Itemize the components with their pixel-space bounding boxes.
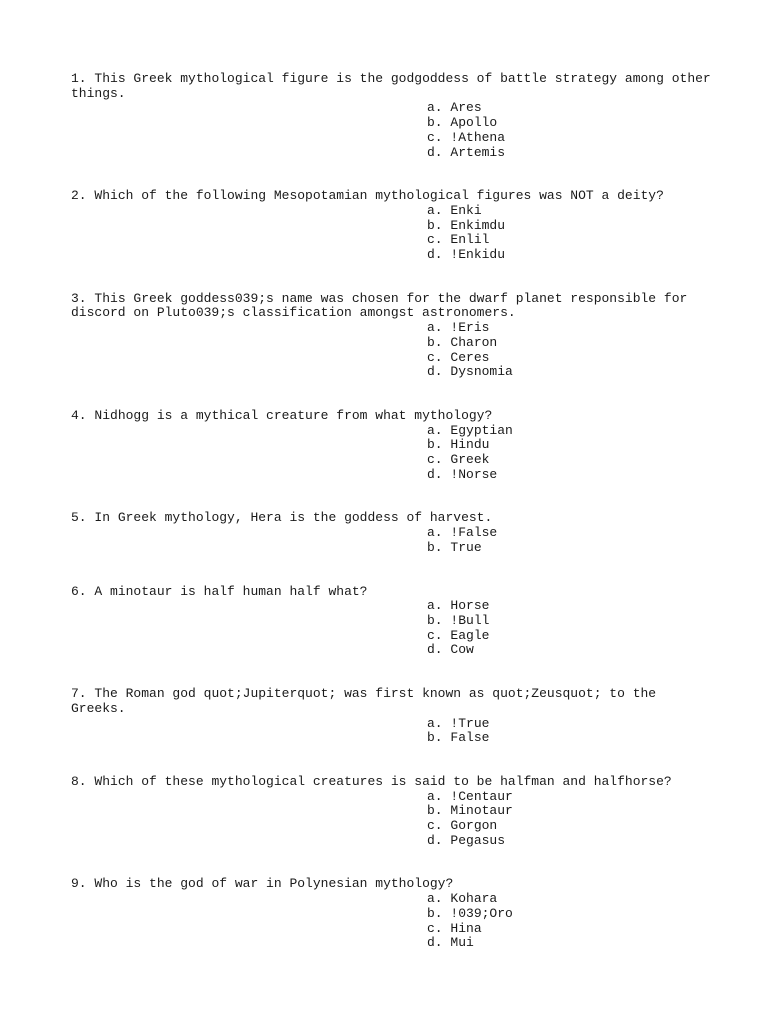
answer-option	[427, 834, 711, 849]
question-block	[71, 877, 711, 951]
question-prompt: This Greek goddess039;s name was chosen for the dwarf planet responsible for discord on Pluto039;s classification amongst astronomers.	[71, 290, 696, 321]
answer-option	[427, 424, 711, 439]
option-text: False	[450, 730, 490, 746]
option-text: !True	[450, 715, 490, 731]
option-text: Ares	[450, 100, 482, 116]
question-block	[71, 775, 711, 849]
answer-options	[71, 321, 711, 380]
option-letter: b.	[427, 612, 443, 628]
option-letter: a.	[427, 202, 443, 218]
answer-option	[427, 819, 711, 834]
question-prompt: Which of the following Mesopotamian mythological figures was NOT a deity?	[94, 188, 664, 204]
answer-option	[427, 321, 711, 336]
answer-option	[427, 922, 711, 937]
option-text: Horse	[450, 598, 490, 614]
option-text: !039;Oro	[450, 905, 513, 921]
option-text: Apollo	[450, 115, 498, 131]
answer-option	[427, 204, 711, 219]
answer-options	[71, 101, 711, 160]
option-letter: c.	[427, 818, 443, 834]
option-letter: a.	[427, 598, 443, 614]
option-letter: d.	[427, 144, 443, 160]
option-letter: b.	[427, 334, 443, 350]
question-prompt: Who is the god of war in Polynesian mythology?	[94, 876, 454, 892]
question-block	[71, 585, 711, 659]
question-number: 8.	[71, 773, 87, 789]
answer-options	[71, 892, 711, 951]
option-letter: b.	[427, 905, 443, 921]
question-block	[71, 292, 711, 380]
option-letter: d.	[427, 247, 443, 263]
answer-option	[427, 248, 711, 263]
answer-option	[427, 219, 711, 234]
answer-option	[427, 731, 711, 746]
answer-option	[427, 146, 711, 161]
question-text	[71, 409, 711, 424]
answer-options	[71, 790, 711, 849]
option-text: !Eris	[450, 320, 490, 336]
answer-option	[427, 907, 711, 922]
question-text	[71, 292, 711, 321]
answer-options	[71, 424, 711, 483]
answer-option	[427, 351, 711, 366]
question-prompt: This Greek mythological figure is the godgoddess of battle strategy among other things.	[71, 71, 719, 101]
answer-option	[427, 438, 711, 453]
option-letter: a.	[427, 715, 443, 731]
question-number: 3.	[71, 290, 87, 306]
option-letter: d.	[427, 832, 443, 848]
question-number: 4.	[71, 407, 87, 423]
option-letter: c.	[427, 349, 443, 365]
option-letter: c.	[427, 232, 443, 248]
question-number: 6.	[71, 583, 87, 599]
option-text: !Enkidu	[450, 247, 506, 263]
option-letter: b.	[427, 217, 443, 233]
answer-option	[427, 790, 711, 805]
question-block	[71, 409, 711, 483]
answer-option	[427, 936, 711, 951]
option-letter: b.	[427, 803, 443, 819]
answer-option	[427, 599, 711, 614]
option-letter: c.	[427, 129, 443, 145]
answer-option	[427, 336, 711, 351]
question-text	[71, 877, 711, 892]
option-letter: a.	[427, 525, 443, 541]
answer-option	[427, 629, 711, 644]
option-letter: c.	[427, 627, 443, 643]
answer-option	[427, 643, 711, 658]
option-text: Eagle	[450, 627, 490, 643]
option-letter: d.	[427, 642, 443, 658]
option-text: Enki	[450, 202, 482, 218]
option-letter: a.	[427, 320, 443, 336]
option-letter: b.	[427, 539, 443, 555]
option-text: Enlil	[450, 232, 490, 248]
option-text: Gorgon	[450, 818, 498, 834]
answer-option	[427, 468, 711, 483]
answer-option	[427, 453, 711, 468]
option-letter: c.	[427, 920, 443, 936]
option-text: Cow	[450, 642, 474, 658]
question-number: 5.	[71, 510, 87, 526]
option-text: Minotaur	[450, 803, 513, 819]
question-block	[71, 71, 719, 160]
option-letter: b.	[427, 437, 443, 453]
answer-option	[427, 717, 711, 732]
quiz-document	[71, 71, 719, 951]
option-letter: d.	[427, 466, 443, 482]
option-text: Artemis	[450, 144, 506, 160]
answer-options	[71, 599, 711, 658]
answer-option	[427, 541, 711, 556]
option-letter: c.	[427, 452, 443, 468]
answer-option	[427, 233, 711, 248]
question-block	[71, 189, 711, 263]
option-text: Hindu	[450, 437, 490, 453]
option-text: !Athena	[450, 129, 506, 145]
option-letter: b.	[427, 115, 443, 131]
answer-option	[427, 526, 711, 541]
answer-option	[427, 101, 711, 116]
option-text: Dysnomia	[450, 364, 513, 380]
question-block	[71, 687, 711, 746]
question-text	[71, 687, 711, 716]
option-text: Pegasus	[450, 832, 506, 848]
option-letter: a.	[427, 422, 443, 438]
question-number: 7.	[71, 686, 87, 702]
option-text: !False	[450, 525, 498, 541]
option-text: !Bull	[450, 612, 490, 628]
question-text	[71, 511, 711, 526]
option-letter: a.	[427, 100, 443, 116]
question-text	[71, 71, 719, 101]
option-text: Enkimdu	[450, 217, 506, 233]
question-text	[71, 189, 711, 204]
question-prompt: Nidhogg is a mythical creature from what mythology?	[94, 407, 493, 423]
answer-option	[427, 131, 711, 146]
answer-option	[427, 804, 711, 819]
question-block	[71, 511, 711, 555]
answer-option	[427, 116, 711, 131]
question-number: 1.	[71, 71, 87, 86]
option-letter: d.	[427, 935, 443, 951]
option-letter: d.	[427, 364, 443, 380]
option-letter: b.	[427, 730, 443, 746]
option-text: Hina	[450, 920, 482, 936]
question-prompt: A minotaur is half human half what?	[94, 583, 368, 599]
question-text	[71, 775, 711, 790]
option-letter: a.	[427, 788, 443, 804]
option-text: Greek	[450, 452, 490, 468]
option-text: Charon	[450, 334, 498, 350]
question-prompt: Which of these mythological creatures is said to be halfman and halfhorse?	[94, 773, 672, 789]
question-number: 9.	[71, 876, 87, 892]
question-text	[71, 585, 711, 600]
question-prompt: The Roman god quot;Jupiterquot; was first known as quot;Zeusquot; to the Greeks.	[71, 686, 664, 716]
answer-options	[71, 204, 711, 263]
answer-options	[71, 526, 711, 555]
option-text: Mui	[450, 935, 474, 951]
answer-option	[427, 365, 711, 380]
answer-option	[427, 614, 711, 629]
question-prompt: In Greek mythology, Hera is the goddess of harvest.	[94, 510, 493, 526]
option-text: True	[450, 539, 482, 555]
option-text: Egyptian	[450, 422, 513, 438]
option-text: Kohara	[450, 891, 498, 907]
option-text: !Centaur	[450, 788, 513, 804]
option-letter: a.	[427, 891, 443, 907]
question-number: 2.	[71, 188, 87, 204]
option-text: !Norse	[450, 466, 498, 482]
option-text: Ceres	[450, 349, 490, 365]
answer-options	[71, 717, 711, 746]
answer-option	[427, 892, 711, 907]
